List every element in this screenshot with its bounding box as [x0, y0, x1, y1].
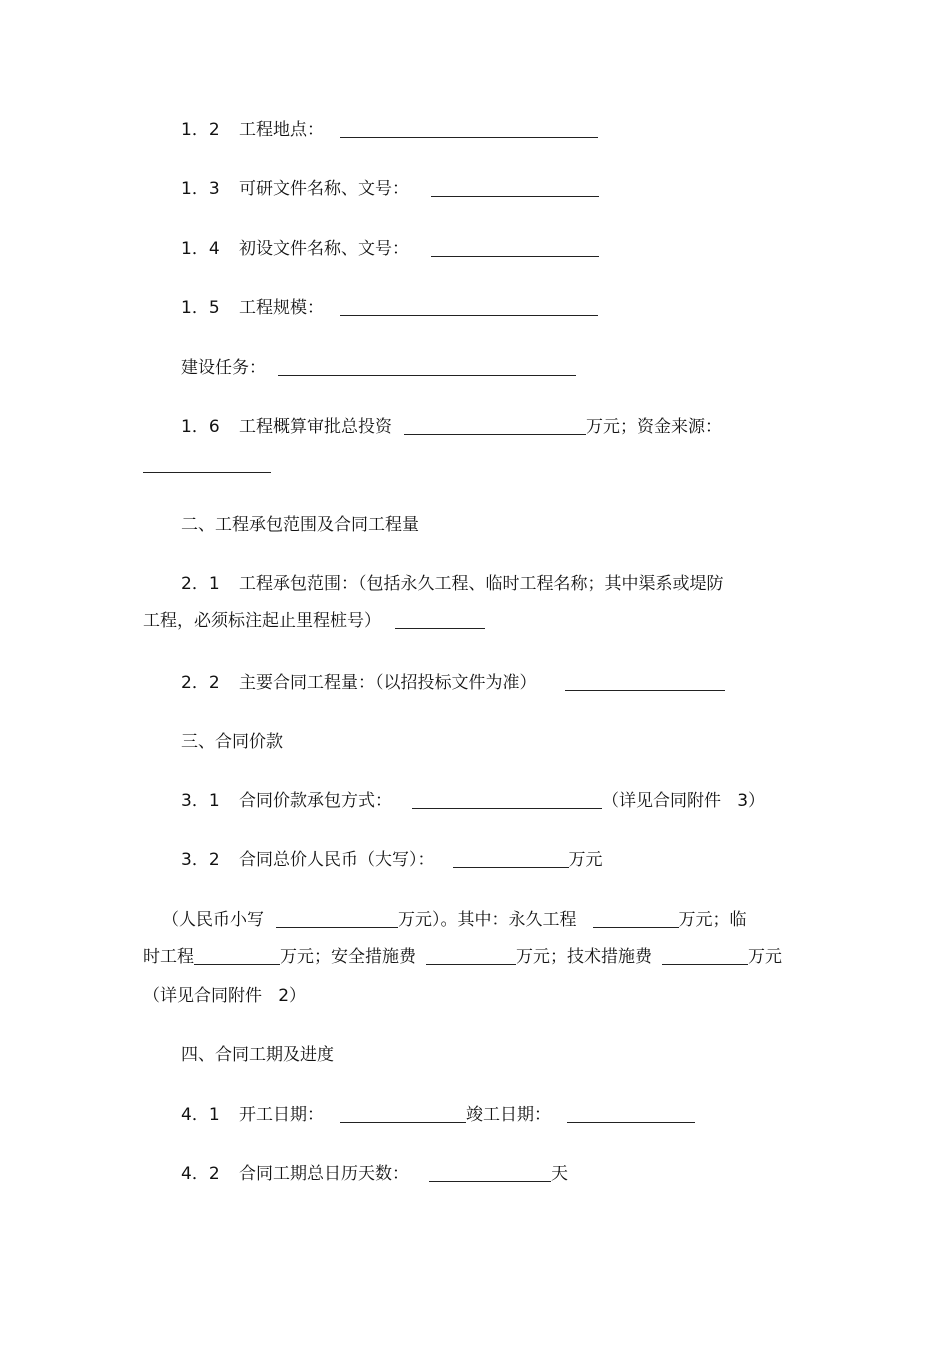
item-1-6 — [181, 416, 722, 438]
item-1-3 — [181, 178, 599, 200]
price-detail-line-2 — [143, 946, 782, 968]
construction-task — [181, 357, 576, 379]
detail-text: （人民币小写 — [162, 910, 264, 930]
item-3-2 — [181, 849, 603, 871]
safety-fee-blank[interactable] — [426, 949, 516, 965]
task-blank[interactable] — [278, 360, 576, 376]
item-2-1-cont — [143, 610, 485, 632]
item-label: 主要合同工程量：（以招投标文件为准） — [239, 673, 537, 693]
item-label: 工程概算审批总投资 — [239, 417, 392, 437]
total-days-blank[interactable] — [429, 1166, 551, 1182]
preliminary-design-blank[interactable] — [431, 241, 599, 257]
item-number: 3．1 — [181, 791, 220, 811]
item-3-1 — [181, 790, 765, 812]
item-label: 合同工期总日历天数： — [239, 1164, 409, 1184]
total-price-uppercase-blank[interactable] — [453, 852, 569, 868]
permanent-works-blank[interactable] — [593, 912, 679, 928]
item-unit: 万元 — [568, 850, 603, 870]
item-4-2 — [181, 1163, 568, 1185]
item-label: 开工日期： — [239, 1105, 324, 1125]
item-1-5 — [181, 297, 598, 319]
price-detail-line-1 — [162, 909, 747, 931]
detail-text: 万元；安全措施费 — [280, 947, 416, 967]
detail-text: 万元 — [748, 947, 782, 967]
quantity-blank[interactable] — [565, 675, 725, 691]
technical-fee-blank[interactable] — [662, 949, 748, 965]
item-number: 1．5 — [181, 298, 220, 318]
scale-blank[interactable] — [340, 300, 598, 316]
investment-blank[interactable] — [404, 419, 586, 435]
item-1-4 — [181, 238, 599, 260]
contract-method-blank[interactable] — [412, 793, 602, 809]
item-number: 1．4 — [181, 239, 220, 259]
item-number: 1．2 — [181, 120, 220, 140]
item-unit: 万元；资金来源： — [586, 417, 722, 437]
item-2-2 — [181, 672, 725, 694]
item-2-1 — [181, 573, 724, 595]
total-price-number-blank[interactable] — [276, 912, 398, 928]
detail-text: 时工程 — [143, 947, 194, 967]
item-label: 工程地点： — [239, 120, 324, 140]
item-1-2 — [181, 119, 598, 141]
completion-date-blank[interactable] — [567, 1107, 695, 1123]
item-number: 1．3 — [181, 179, 220, 199]
item-number: 2．2 — [181, 673, 220, 693]
start-date-blank[interactable] — [340, 1107, 466, 1123]
detail-text: 万元）。其中：永久工程 — [398, 910, 577, 930]
item-unit: 天 — [551, 1164, 568, 1184]
item-number: 3．2 — [181, 850, 220, 870]
scope-blank[interactable] — [395, 613, 485, 629]
item-number: 1．6 — [181, 417, 220, 437]
item-number: 2．1 — [181, 574, 220, 594]
funding-source-line — [143, 454, 271, 476]
item-label: 建设任务： — [181, 358, 266, 378]
item-label-cont: 工程，必须标注起止里程桩号） — [143, 611, 381, 631]
item-label: 合同总价人民币（大写）： — [239, 850, 435, 870]
temporary-works-blank[interactable] — [194, 949, 280, 965]
location-blank[interactable] — [340, 122, 598, 138]
detail-text: （详见合同附件 2） — [143, 986, 307, 1006]
detail-text: 万元；临 — [678, 910, 747, 930]
item-label: 合同价款承包方式： — [239, 791, 392, 811]
section-4-heading: 四、合同工期及进度 — [181, 1045, 334, 1065]
item-number: 4．1 — [181, 1105, 220, 1125]
item-label: 竣工日期： — [466, 1105, 551, 1125]
item-label: 可研文件名称、文号： — [239, 179, 409, 199]
funding-source-blank[interactable] — [143, 457, 271, 473]
section-3-heading: 三、合同价款 — [181, 732, 283, 752]
section-2-heading: 二、工程承包范围及合同工程量 — [181, 515, 419, 535]
item-note: （详见合同附件 3） — [602, 791, 766, 811]
item-label: 工程承包范围：（包括永久工程、临时工程名称；其中渠系或堤防 — [239, 574, 724, 594]
feasibility-doc-blank[interactable] — [431, 181, 599, 197]
item-4-1 — [181, 1104, 695, 1126]
item-label: 初设文件名称、文号： — [239, 239, 409, 259]
item-label: 工程规模： — [239, 298, 324, 318]
detail-text: 万元；技术措施费 — [516, 947, 652, 967]
price-detail-line-3 — [143, 985, 306, 1007]
item-number: 4．2 — [181, 1164, 220, 1184]
